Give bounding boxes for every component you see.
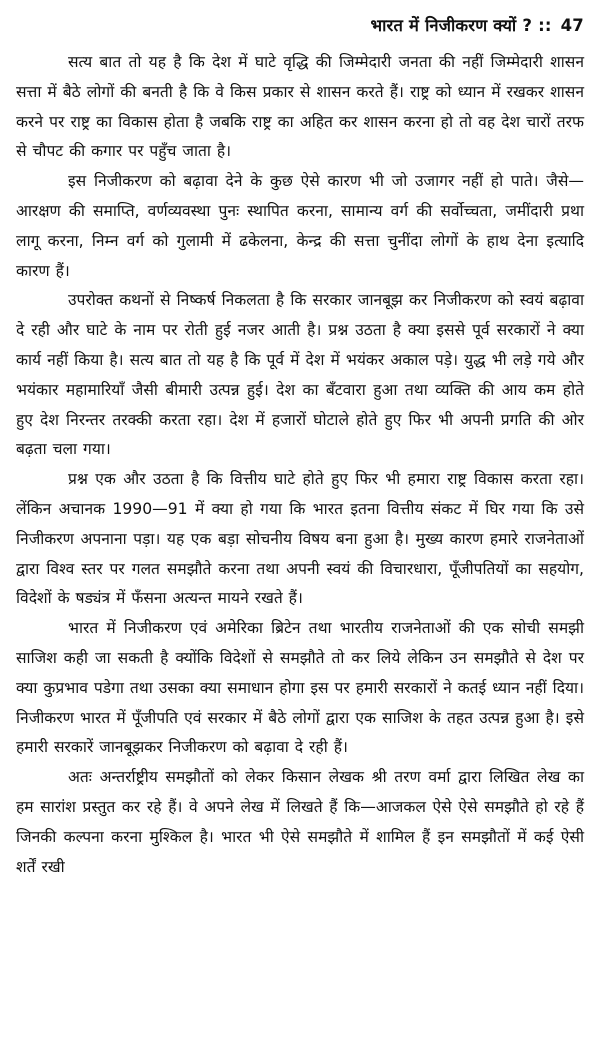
chapter-title: भारत में निजीकरण क्यों ? — [370, 16, 533, 35]
running-header — [16, 14, 584, 48]
body-text — [16, 48, 584, 882]
header-separator: :: — [538, 16, 552, 35]
paragraph-5: भारत में निजीकरण एवं अमेरिका ब्रिटेन तथा भारतीय राजनेताओं की एक सोची समझी साजिश कही जा सकती है क्योंकि विदेशों से समझौते तो कर लिये लेकिन उन समझौते से देश पर क्या कुप्रभाव पडेगा तथा उसका क्या समाधान होगा इस पर हमारी सरकारों ने कतई ध्यान नहीं दिया। निजीकरण भारत में पूँजीपति एवं सरकार में बैठे लोगों द्वारा एक साजिश के तहत उत्पन्न हुआ है। इसे हमारी सरकारें जानबूझकर निजीकरण को बढ़ावा दे रही हैं। — [16, 619, 584, 757]
paragraph-2: इस निजीकरण को बढ़ावा देने के कुछ ऐसे कारण भी जो उजागर नहीं हो पाते। जैसे—आरक्षण की समाप्ति, वर्णव्यवस्था पुनः स्थापित करना, सामान्य वर्ग की सर्वोच्चता, जमींदारी प्रथा लागू करना, निम्न वर्ग को गुलामी में ढकेलना, केन्द्र की सत्ता चुनींदा लोगों के हाथ देना इत्यादि कारण हैं। — [16, 172, 584, 280]
paragraph-6: अतः अन्तर्राष्ट्रीय समझौतों को लेकर किसान लेखक श्री तरण वर्मा द्वारा लिखित लेख का हम सारांश प्रस्तुत कर रहे हैं। वे अपने लेख में लिखते हैं कि—आजकल ऐसे ऐसे समझौते हो रहे हैं जिनकी कल्पना करना मुश्किल है। भारत भी ऐसे समझौते में शामिल हैं इन समझौतों में कई ऐसी शर्तें रखी — [16, 768, 584, 876]
page-number: 47 — [560, 16, 584, 35]
paragraph-1: सत्य बात तो यह है कि देश में घाटे वृद्धि की जिम्मेदारी जनता की नहीं जिम्मेदारी शासन सत्ता में बैठे लोगों की बनती है कि वे किस प्रकार से शासन करते हैं। राष्ट्र को ध्यान में रखकर शासन करने पर राष्ट्र का विकास होता है जबकि राष्ट्र का अहित कर शासन करना हो तो वह देश चारों तरफ से चौपट की कगार पर पहुँच जाता है। — [16, 53, 584, 161]
paragraph-3: उपरोक्त कथनों से निष्कर्ष निकलता है कि सरकार जानबूझ कर निजीकरण को स्वयं बढ़ावा दे रही और घाटे के नाम पर रोती हुई नजर आती है। प्रश्न उठता है क्या इससे पूर्व सरकारों ने क्या कार्य नहीं किया है। सत्य बात तो यह है कि पूर्व में देश में भयंकर अकाल पड़े। युद्ध भी लड़े गये और भयंकार महामारियाँ जैसी बीमारी उत्पन्न हुई। देश का बँटवारा हुआ तथा व्यक्ति की आय कम होते हुए देश निरन्तर तरक्की करता रहा। देश में हजारों घोटाले होते हुए फिर भी अपनी प्रगति की ओर बढ़ता चला गया। — [16, 291, 584, 459]
paragraph-4: प्रश्न एक और उठता है कि वित्तीय घाटे होते हुए फिर भी हमारा राष्ट्र विकास करता रहा। लेंकिन अचानक 1990—91 में क्या हो गया कि भारत इतना वित्तीय संकट में घिर गया कि उसे निजीकरण अपनाना पड़ा। यह एक बड़ा सोचनीय विषय बना हुआ है। मुख्य कारण हमारे राजनेताओं द्वारा विश्व स्तर पर गलत समझौते करना तथा अपनी स्वयं की विचारधारा, पूँजीपतियों का सहयोग, विदेशों के षड्यंत्र में फँसना अत्यन्त मायने रखते हैं। — [16, 470, 584, 608]
